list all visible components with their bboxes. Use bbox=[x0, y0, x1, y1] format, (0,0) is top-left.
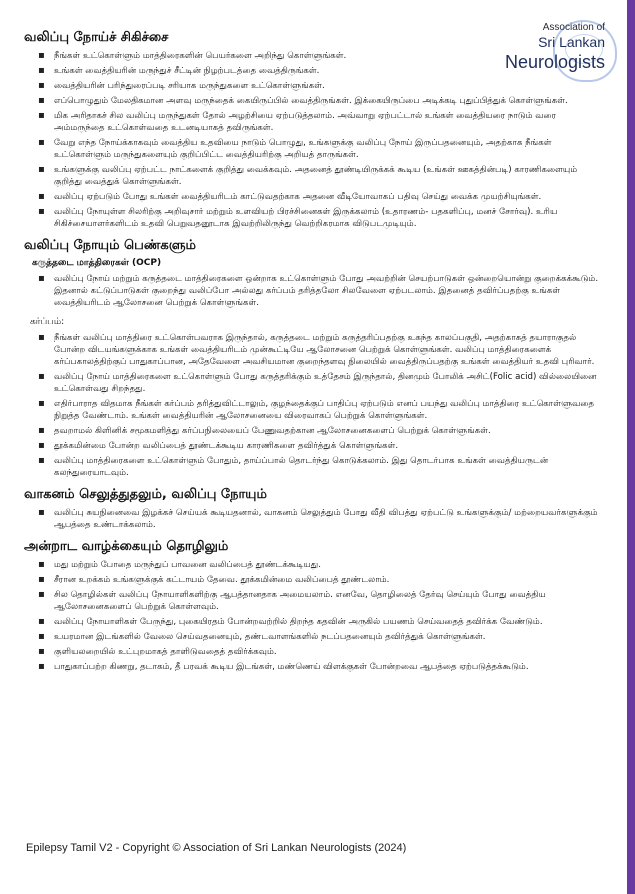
list-item: ▪ எதிர்பாராத விதமாக நீங்கள் கர்ப்பம் தரித்துவிட்டாலும், குழந்தைக்குப் பாதிப்பு ஏற்படும் எனப் பயந்து வலிப்பு மாத்திரை உட்கொள்ளுவதை நிறுத்த வேண்டாம். உங்கள் வைத்தியரின் ஆலோசனையை விரைவாகப் பெற்றுக் கொள்ளுங்கள். bbox=[54, 398, 604, 422]
subsection-ocp: கருத்தடை மாத்திரைகள் (OCP) bbox=[32, 258, 162, 268]
bullet-list bbox=[24, 559, 604, 673]
list-item: ▪ மது மற்றும் போதை மருந்துப் பாவனை வலிப்பைத் தூண்டக்கூடியது. bbox=[54, 559, 604, 571]
section-treatment bbox=[24, 30, 604, 230]
list-item: ▪ தவறாமல் கிளினிக் சமூகமளித்து கர்ப்பநிலையைப் பேணுவதற்கான ஆலோசனைகளைப் பெற்றுக் கொள்ளுங்கள். bbox=[54, 425, 604, 437]
list-item: ▪ சில தொழில்கள் வலிப்பு நோயாளிகளிற்கு ஆபத்தானதாக அமையலாம். எனவே, தொழிலைத் தேர்வு செய்யும் போது வைத்திய ஆலோசனைகளைப் பெற்றுக் கொள்ளவும். bbox=[54, 589, 604, 613]
list-item: ▪ வலிப்பு நோய் மற்றும் கருத்தடை மாத்திரைகளை ஒன்றாக உட்கொள்ளும் போது அவற்றின் செயற்பாடுகள் ஒன்றையொன்று குறைக்கக்கூடும். இதனால் கட்டுப்பாடுகள் குறைந்து வலிப்போ அல்லது கர்ப்பம் தரித்தலோ சிலவேளை ஏற்படலாம். இதனைத் தவிர்ப்பதற்கு உங்கள் வைத்தியரிடம் ஆலோசனை பெற்றுக் கொள்ளுங்கள். bbox=[54, 273, 604, 309]
bullet-list bbox=[24, 332, 604, 479]
logo-line-1: Association of bbox=[542, 22, 605, 33]
bullet-list bbox=[24, 507, 604, 531]
logo-line-2: Sri Lankan bbox=[538, 34, 605, 50]
list-item: ▪ வேறு எந்த நோய்க்காகவும் வைத்திய உதவியை நாடும் பொழுது, உங்களுக்கு வலிப்பு நோய் இருப்பதனையும், அதற்காக நீங்கள் உட்கொள்ளும் மருந்துகளையும் குறிப்பிட்ட வைத்தியரிற்கு அறியத் தாருங்கள். bbox=[54, 137, 604, 161]
list-item: ▪ வலிப்பு நோய் மாத்திரைகளை உட்கொள்ளும் போது கருத்தரிக்கும் உத்தேசம் இருந்தால், தினமும் போலிக் அசிட்(Folic acid) வில்லையினை உட்கொள்வது சிறந்தது. bbox=[54, 371, 604, 395]
list-item: ▪ எப்பொழுதும் மேலதிகமான அளவு மருந்தைக் கையிருப்பில் வைத்திருங்கள். இக்கையிருப்பை அடிக்கடி புதுப்பித்துக் கொள்ளுங்கள். bbox=[54, 95, 604, 107]
section-women bbox=[24, 238, 604, 479]
logo-line-3: Neurologists bbox=[504, 52, 605, 72]
document-body bbox=[24, 30, 604, 830]
list-item: ▪ வலிப்பு மாத்திரைகளை உட்கொள்ளும் போதும், தாய்ப்பால் தொடர்ந்து கொடுக்கலாம். இது தொடர்பாக உங்கள் வைத்தியருடன் கலந்துரையாடவும். bbox=[54, 455, 604, 479]
list-item: ▪ வலிப்பு நோயாளிகள் பேருந்து, புகையிரதம் போன்றவற்றில் திறந்த கதவின் அருகில் பயணம் செய்வதைத் தவிர்க்க வேண்டும். bbox=[54, 616, 604, 628]
list-item: ▪ வலிப்பு ஏற்படும் போது உங்கள் வைத்தியரிடம் காட்டுவதற்காக அதனை வீடியோவாகப் பதிவு செய்து வைக்க முயற்சியுங்கள். bbox=[54, 191, 604, 203]
list-item: ▪ வலிப்பு சுயநினைவை இழக்கச் செய்யக் கூடியதனால், வாகனம் செலுத்தும் போது வீதி விபத்து ஏற்பட்டு உங்களுக்கும்/ மற்றையவர்களுக்கும் ஆபத்தை உண்டாக்கலாம். bbox=[54, 507, 604, 531]
section-daily-life bbox=[24, 539, 604, 673]
section-title: அன்றாட வாழ்க்கையும் தொழிலும் bbox=[24, 539, 229, 554]
section-title: வலிப்பு நோய்ச் சிகிச்சை bbox=[24, 30, 169, 45]
list-item: ▪ தூக்கமின்மை போன்ற வலிப்பைத் தூண்டக்கூடிய காரணிகளை தவிர்த்துக் கொள்ளுங்கள். bbox=[54, 440, 604, 452]
list-item: ▪ மிக அரிதாகச் சில வலிப்பு மருந்துகள் தோல் அழற்சியை ஏற்படுத்தலாம். அவ்வாறு ஏற்பட்டால் உங்கள் வைத்தியரை நாடும் வரை அம்மருந்தை உட்கொள்வதை உடனடியாகத் தவிருங்கள். bbox=[54, 110, 604, 134]
list-item: ▪ வைத்தியரின் பரிந்துரைப்படி சரியாக மருந்துகளை உட்கொள்ளுங்கள். bbox=[54, 80, 604, 92]
pregnancy-label: கர்ப்பம்: bbox=[30, 317, 65, 327]
list-item: ▪ வலிப்பு நோயுள்ள சிலரிற்கு அறிவுசார் மற்றும் உளவியற் பிரச்சினைகள் இருக்கலாம் (உதாரணம்- பதகளிப்பு, மனச் சோர்வு). உரிய சிகிச்சையாளர்களிடம் உதவி பெறுவதனூடாக இவற்றிலிருந்து வெற்றிகரமாக விடுபடமுடியும். bbox=[54, 206, 604, 230]
section-title: வாகனம் செலுத்துதலும், வலிப்பு நோயும் bbox=[24, 487, 267, 502]
accent-bar bbox=[627, 0, 635, 894]
list-item: ▪ பாதுகாப்பற்ற கிணறு, தடாகம், தீ பரவக் கூடிய இடங்கள், மண்ணெய் விளக்குகள் போன்றவை ஆபத்தை ஏற்படுத்தக்கூடும். bbox=[54, 661, 604, 673]
copyright-footer: Epilepsy Tamil V2 - Copyright © Association of Sri Lankan Neurologists (2024) bbox=[26, 842, 407, 854]
section-title: வலிப்பு நோயும் பெண்களும் bbox=[24, 238, 196, 253]
section-driving bbox=[24, 487, 604, 531]
bullet-list bbox=[24, 273, 604, 309]
list-item: ▪ உயரமான இடங்களில் வேலை செய்வதனையும், தண்டவாளங்களில் நடப்பதனையும் தவிர்த்துக் கொள்ளுங்கள். bbox=[54, 631, 604, 643]
list-item: ▪ நீங்கள் உட்கொள்ளும் மாத்திரைகளின் பெயர்களை அறிந்து கொள்ளுங்கள். bbox=[54, 50, 604, 62]
bullet-list bbox=[24, 50, 604, 230]
list-item: ▪ உங்கள் வைத்தியரின் மருந்துச் சீட்டின் நிழற்படத்தை வைத்திருங்கள். bbox=[54, 65, 604, 77]
list-item: ▪ குளியலறையில் உட்புறமாகத் தாளிடுவதைத் தவிர்க்கவும். bbox=[54, 646, 604, 658]
list-item: ▪ நீங்கள் வலிப்பு மாத்திரை உட்கொள்பவராக இருந்தால், கருத்தடை மற்றும் கருத்தரிப்பதற்கு உகந்த காலப்பகுதி, அதற்காகத் தயாராகுதல் போன்ற விடயங்களுக்காக உங்கள் வைத்தியரிடம் முன்கூட்டியே ஆலோசனை பெற்றுக் கொள்ளுங்கள். வலிப்பு மாத்திரைகளைக் கர்ப்பகாலத்திற்குப் பாதுகாப்பான, அதேவேளை அவசியமான குறைந்தளவு நிலையில் வைத்திருப்பதற்கு உங்கள் வைத்தியர் உதவி புரிவார். bbox=[54, 332, 604, 368]
list-item: ▪ உங்களுக்கு வலிப்பு ஏற்பட்ட நாட்களைக் குறித்து வைக்கவும். அதனைத் தூண்டியிருக்கக் கூடிய (உங்கள் ஊகத்தின்படி) காரணிகளையும் குறித்து வைத்துக் கொள்ளுங்கள். bbox=[54, 164, 604, 188]
list-item: ▪ சீரான உறக்கம் உங்களுக்குக் கட்டாயம் தேவை. தூக்கமின்மை வலிப்பைத் தூண்டலாம். bbox=[54, 574, 604, 586]
